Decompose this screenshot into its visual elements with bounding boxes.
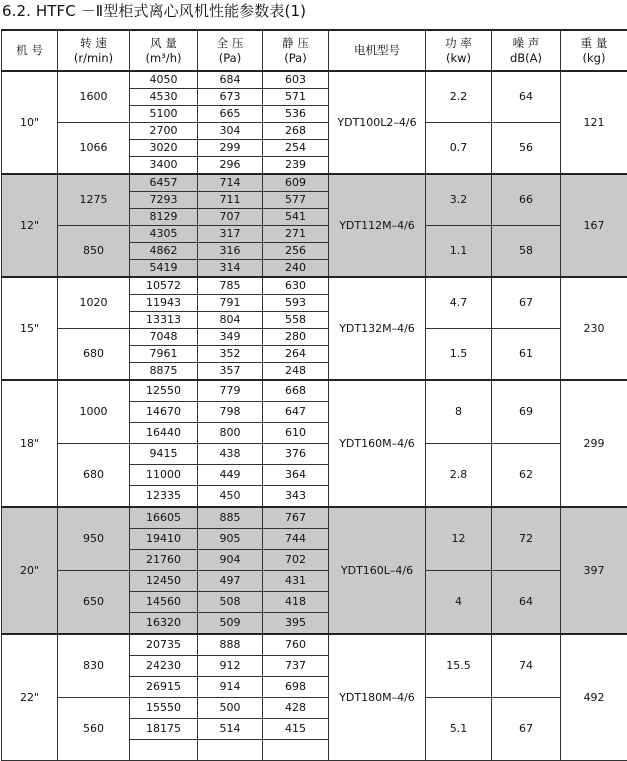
total-pressure-cell: 317: [198, 226, 263, 243]
table-row: [2, 507, 627, 529]
total-pressure-cell: 711: [198, 192, 263, 209]
airflow-cell: 8875: [130, 363, 198, 381]
total-pressure-cell: 665: [198, 106, 263, 123]
total-pressure-cell: 500: [198, 698, 263, 719]
table-row: [2, 174, 627, 192]
static-pressure-cell: 647: [263, 402, 329, 423]
motor-cell: YDT160M–4/6: [329, 380, 426, 507]
noise-cell: 72: [492, 507, 561, 571]
power-cell: 15.5: [426, 634, 492, 698]
static-pressure-cell: 264: [263, 346, 329, 363]
airflow-cell: 16440: [130, 423, 198, 444]
noise-cell: 64: [492, 571, 561, 635]
static-pressure-cell: 280: [263, 329, 329, 346]
noise-cell: 58: [492, 226, 561, 278]
column-header-label: 电机型号: [329, 43, 425, 58]
speed-cell: 1000: [58, 380, 130, 444]
table-row: [2, 571, 627, 592]
power-cell: 1.1: [426, 226, 492, 278]
static-pressure-cell: 668: [263, 380, 329, 402]
total-pressure-cell: 885: [198, 507, 263, 529]
noise-cell: 62: [492, 444, 561, 508]
airflow-cell: [130, 740, 198, 761]
static-pressure-cell: 577: [263, 192, 329, 209]
model-cell: 12": [2, 174, 58, 277]
total-pressure-cell: 914: [198, 677, 263, 698]
static-pressure-cell: 737: [263, 656, 329, 677]
airflow-cell: 7961: [130, 346, 198, 363]
model-cell: 22": [2, 634, 58, 761]
power-cell: 4: [426, 571, 492, 635]
total-pressure-cell: 296: [198, 157, 263, 175]
airflow-cell: 21760: [130, 550, 198, 571]
static-pressure-cell: 603: [263, 71, 329, 89]
airflow-cell: 12450: [130, 571, 198, 592]
total-pressure-cell: 800: [198, 423, 263, 444]
speed-cell: 1066: [58, 123, 130, 175]
static-pressure-cell: 610: [263, 423, 329, 444]
total-pressure-cell: 509: [198, 613, 263, 635]
column-header-label: 功 率: [426, 36, 491, 51]
static-pressure-cell: 428: [263, 698, 329, 719]
total-pressure-cell: 912: [198, 656, 263, 677]
airflow-cell: 15550: [130, 698, 198, 719]
airflow-cell: 19410: [130, 529, 198, 550]
column-header-label: 转 速: [58, 36, 129, 51]
column-header-label: 噪 声: [492, 36, 560, 51]
total-pressure-cell: 304: [198, 123, 263, 140]
airflow-cell: 3020: [130, 140, 198, 157]
power-cell: 0.7: [426, 123, 492, 175]
noise-cell: 67: [492, 277, 561, 329]
weight-cell: 397: [561, 507, 627, 634]
airflow-cell: 4050: [130, 71, 198, 89]
static-pressure-cell: 268: [263, 123, 329, 140]
total-pressure-cell: 352: [198, 346, 263, 363]
total-pressure-cell: 514: [198, 719, 263, 740]
speed-cell: 1020: [58, 277, 130, 329]
total-pressure-cell: 449: [198, 465, 263, 486]
column-header-unit: (m³/h): [130, 51, 197, 66]
table-body: [2, 71, 627, 761]
static-pressure-cell: 343: [263, 486, 329, 508]
static-pressure-cell: 541: [263, 209, 329, 226]
motor-cell: YDT100L2–4/6: [329, 71, 426, 174]
airflow-cell: 26915: [130, 677, 198, 698]
noise-cell: 66: [492, 174, 561, 226]
power-cell: 3.2: [426, 174, 492, 226]
airflow-cell: 11943: [130, 295, 198, 312]
motor-cell: YDT112M–4/6: [329, 174, 426, 277]
airflow-cell: 7293: [130, 192, 198, 209]
weight-cell: 167: [561, 174, 627, 277]
speed-cell: 680: [58, 329, 130, 381]
column-header-unit: (kg): [561, 51, 627, 66]
column-header-label: 重 量: [561, 36, 627, 51]
model-cell: 18": [2, 380, 58, 507]
static-pressure-cell: 702: [263, 550, 329, 571]
airflow-cell: 24230: [130, 656, 198, 677]
static-pressure-cell: 376: [263, 444, 329, 465]
airflow-cell: 20735: [130, 634, 198, 656]
speed-cell: 1275: [58, 174, 130, 226]
airflow-cell: 9415: [130, 444, 198, 465]
total-pressure-cell: 316: [198, 243, 263, 260]
weight-cell: 121: [561, 71, 627, 174]
noise-cell: 69: [492, 380, 561, 444]
table-row: [2, 380, 627, 402]
performance-table: [1, 29, 627, 761]
total-pressure-cell: 888: [198, 634, 263, 656]
speed-cell: 1600: [58, 71, 130, 123]
total-pressure-cell: 349: [198, 329, 263, 346]
total-pressure-cell: 791: [198, 295, 263, 312]
power-cell: 1.5: [426, 329, 492, 381]
airflow-cell: 16605: [130, 507, 198, 529]
airflow-cell: 2700: [130, 123, 198, 140]
column-header: [329, 30, 426, 71]
static-pressure-cell: 256: [263, 243, 329, 260]
power-cell: 12: [426, 507, 492, 571]
table-row: [2, 329, 627, 346]
static-pressure-cell: [263, 740, 329, 761]
static-pressure-cell: 271: [263, 226, 329, 243]
column-header-unit: (Pa): [263, 51, 328, 66]
airflow-cell: 13313: [130, 312, 198, 329]
column-header: [58, 30, 130, 71]
column-header-unit: (r/min): [58, 51, 129, 66]
table-row: [2, 444, 627, 465]
total-pressure-cell: 904: [198, 550, 263, 571]
table-row: [2, 634, 627, 656]
power-cell: 2.8: [426, 444, 492, 508]
total-pressure-cell: 450: [198, 486, 263, 508]
static-pressure-cell: 364: [263, 465, 329, 486]
column-header: [426, 30, 492, 71]
airflow-cell: 16320: [130, 613, 198, 635]
column-header-label: 机 号: [2, 43, 57, 58]
noise-cell: 61: [492, 329, 561, 381]
airflow-cell: 5100: [130, 106, 198, 123]
airflow-cell: 6457: [130, 174, 198, 192]
static-pressure-cell: 767: [263, 507, 329, 529]
table-row: [2, 71, 627, 89]
power-cell: 2.2: [426, 71, 492, 123]
total-pressure-cell: 314: [198, 260, 263, 278]
noise-cell: 67: [492, 698, 561, 761]
total-pressure-cell: 497: [198, 571, 263, 592]
speed-cell: 560: [58, 698, 130, 761]
table-row: [2, 123, 627, 140]
column-header-label: 静 压: [263, 36, 328, 51]
airflow-cell: 8129: [130, 209, 198, 226]
static-pressure-cell: 571: [263, 89, 329, 106]
total-pressure-cell: 798: [198, 402, 263, 423]
static-pressure-cell: 744: [263, 529, 329, 550]
airflow-cell: 11000: [130, 465, 198, 486]
total-pressure-cell: 299: [198, 140, 263, 157]
static-pressure-cell: 431: [263, 571, 329, 592]
column-header-unit: dB(A): [492, 51, 560, 66]
header-row: [2, 30, 627, 71]
static-pressure-cell: 593: [263, 295, 329, 312]
airflow-cell: 4862: [130, 243, 198, 260]
total-pressure-cell: 357: [198, 363, 263, 381]
static-pressure-cell: 609: [263, 174, 329, 192]
airflow-cell: 14560: [130, 592, 198, 613]
static-pressure-cell: 558: [263, 312, 329, 329]
speed-cell: 650: [58, 571, 130, 635]
speed-cell: 950: [58, 507, 130, 571]
speed-cell: 850: [58, 226, 130, 278]
airflow-cell: 12335: [130, 486, 198, 508]
static-pressure-cell: 630: [263, 277, 329, 295]
noise-cell: 64: [492, 71, 561, 123]
table-row: [2, 226, 627, 243]
static-pressure-cell: 698: [263, 677, 329, 698]
static-pressure-cell: 415: [263, 719, 329, 740]
motor-cell: YDT160L–4/6: [329, 507, 426, 634]
weight-cell: 492: [561, 634, 627, 761]
airflow-cell: 14670: [130, 402, 198, 423]
total-pressure-cell: 714: [198, 174, 263, 192]
power-cell: 5.1: [426, 698, 492, 761]
power-cell: 8: [426, 380, 492, 444]
motor-cell: YDT180M–4/6: [329, 634, 426, 761]
airflow-cell: 5419: [130, 260, 198, 278]
column-header: [130, 30, 198, 71]
static-pressure-cell: 240: [263, 260, 329, 278]
weight-cell: 230: [561, 277, 627, 380]
total-pressure-cell: 779: [198, 380, 263, 402]
power-cell: 4.7: [426, 277, 492, 329]
column-header: [263, 30, 329, 71]
static-pressure-cell: 395: [263, 613, 329, 635]
total-pressure-cell: 438: [198, 444, 263, 465]
column-header-label: 全 压: [198, 36, 262, 51]
static-pressure-cell: 536: [263, 106, 329, 123]
total-pressure-cell: 804: [198, 312, 263, 329]
airflow-cell: 18175: [130, 719, 198, 740]
model-cell: 20": [2, 507, 58, 634]
static-pressure-cell: 239: [263, 157, 329, 175]
weight-cell: 299: [561, 380, 627, 507]
airflow-cell: 12550: [130, 380, 198, 402]
model-cell: 15": [2, 277, 58, 380]
airflow-cell: 10572: [130, 277, 198, 295]
column-header-label: 风 量: [130, 36, 197, 51]
airflow-cell: 3400: [130, 157, 198, 175]
column-header: [198, 30, 263, 71]
noise-cell: 56: [492, 123, 561, 175]
airflow-cell: 7048: [130, 329, 198, 346]
column-header-unit: (Pa): [198, 51, 262, 66]
motor-cell: YDT132M–4/6: [329, 277, 426, 380]
column-header: [492, 30, 561, 71]
static-pressure-cell: 760: [263, 634, 329, 656]
speed-cell: 830: [58, 634, 130, 698]
column-header: [561, 30, 627, 71]
total-pressure-cell: 905: [198, 529, 263, 550]
speed-cell: 680: [58, 444, 130, 508]
table-row: [2, 277, 627, 295]
airflow-cell: 4530: [130, 89, 198, 106]
total-pressure-cell: [198, 740, 263, 761]
total-pressure-cell: 508: [198, 592, 263, 613]
static-pressure-cell: 418: [263, 592, 329, 613]
table-row: [2, 698, 627, 719]
total-pressure-cell: 785: [198, 277, 263, 295]
total-pressure-cell: 673: [198, 89, 263, 106]
column-header-unit: (kw): [426, 51, 491, 66]
page-title: 6.2. HTFC －Ⅱ型柜式离心风机性能参数表(1): [2, 2, 306, 20]
column-header: [2, 30, 58, 71]
static-pressure-cell: 254: [263, 140, 329, 157]
noise-cell: 74: [492, 634, 561, 698]
model-cell: 10": [2, 71, 58, 174]
airflow-cell: 4305: [130, 226, 198, 243]
total-pressure-cell: 684: [198, 71, 263, 89]
total-pressure-cell: 707: [198, 209, 263, 226]
static-pressure-cell: 248: [263, 363, 329, 381]
